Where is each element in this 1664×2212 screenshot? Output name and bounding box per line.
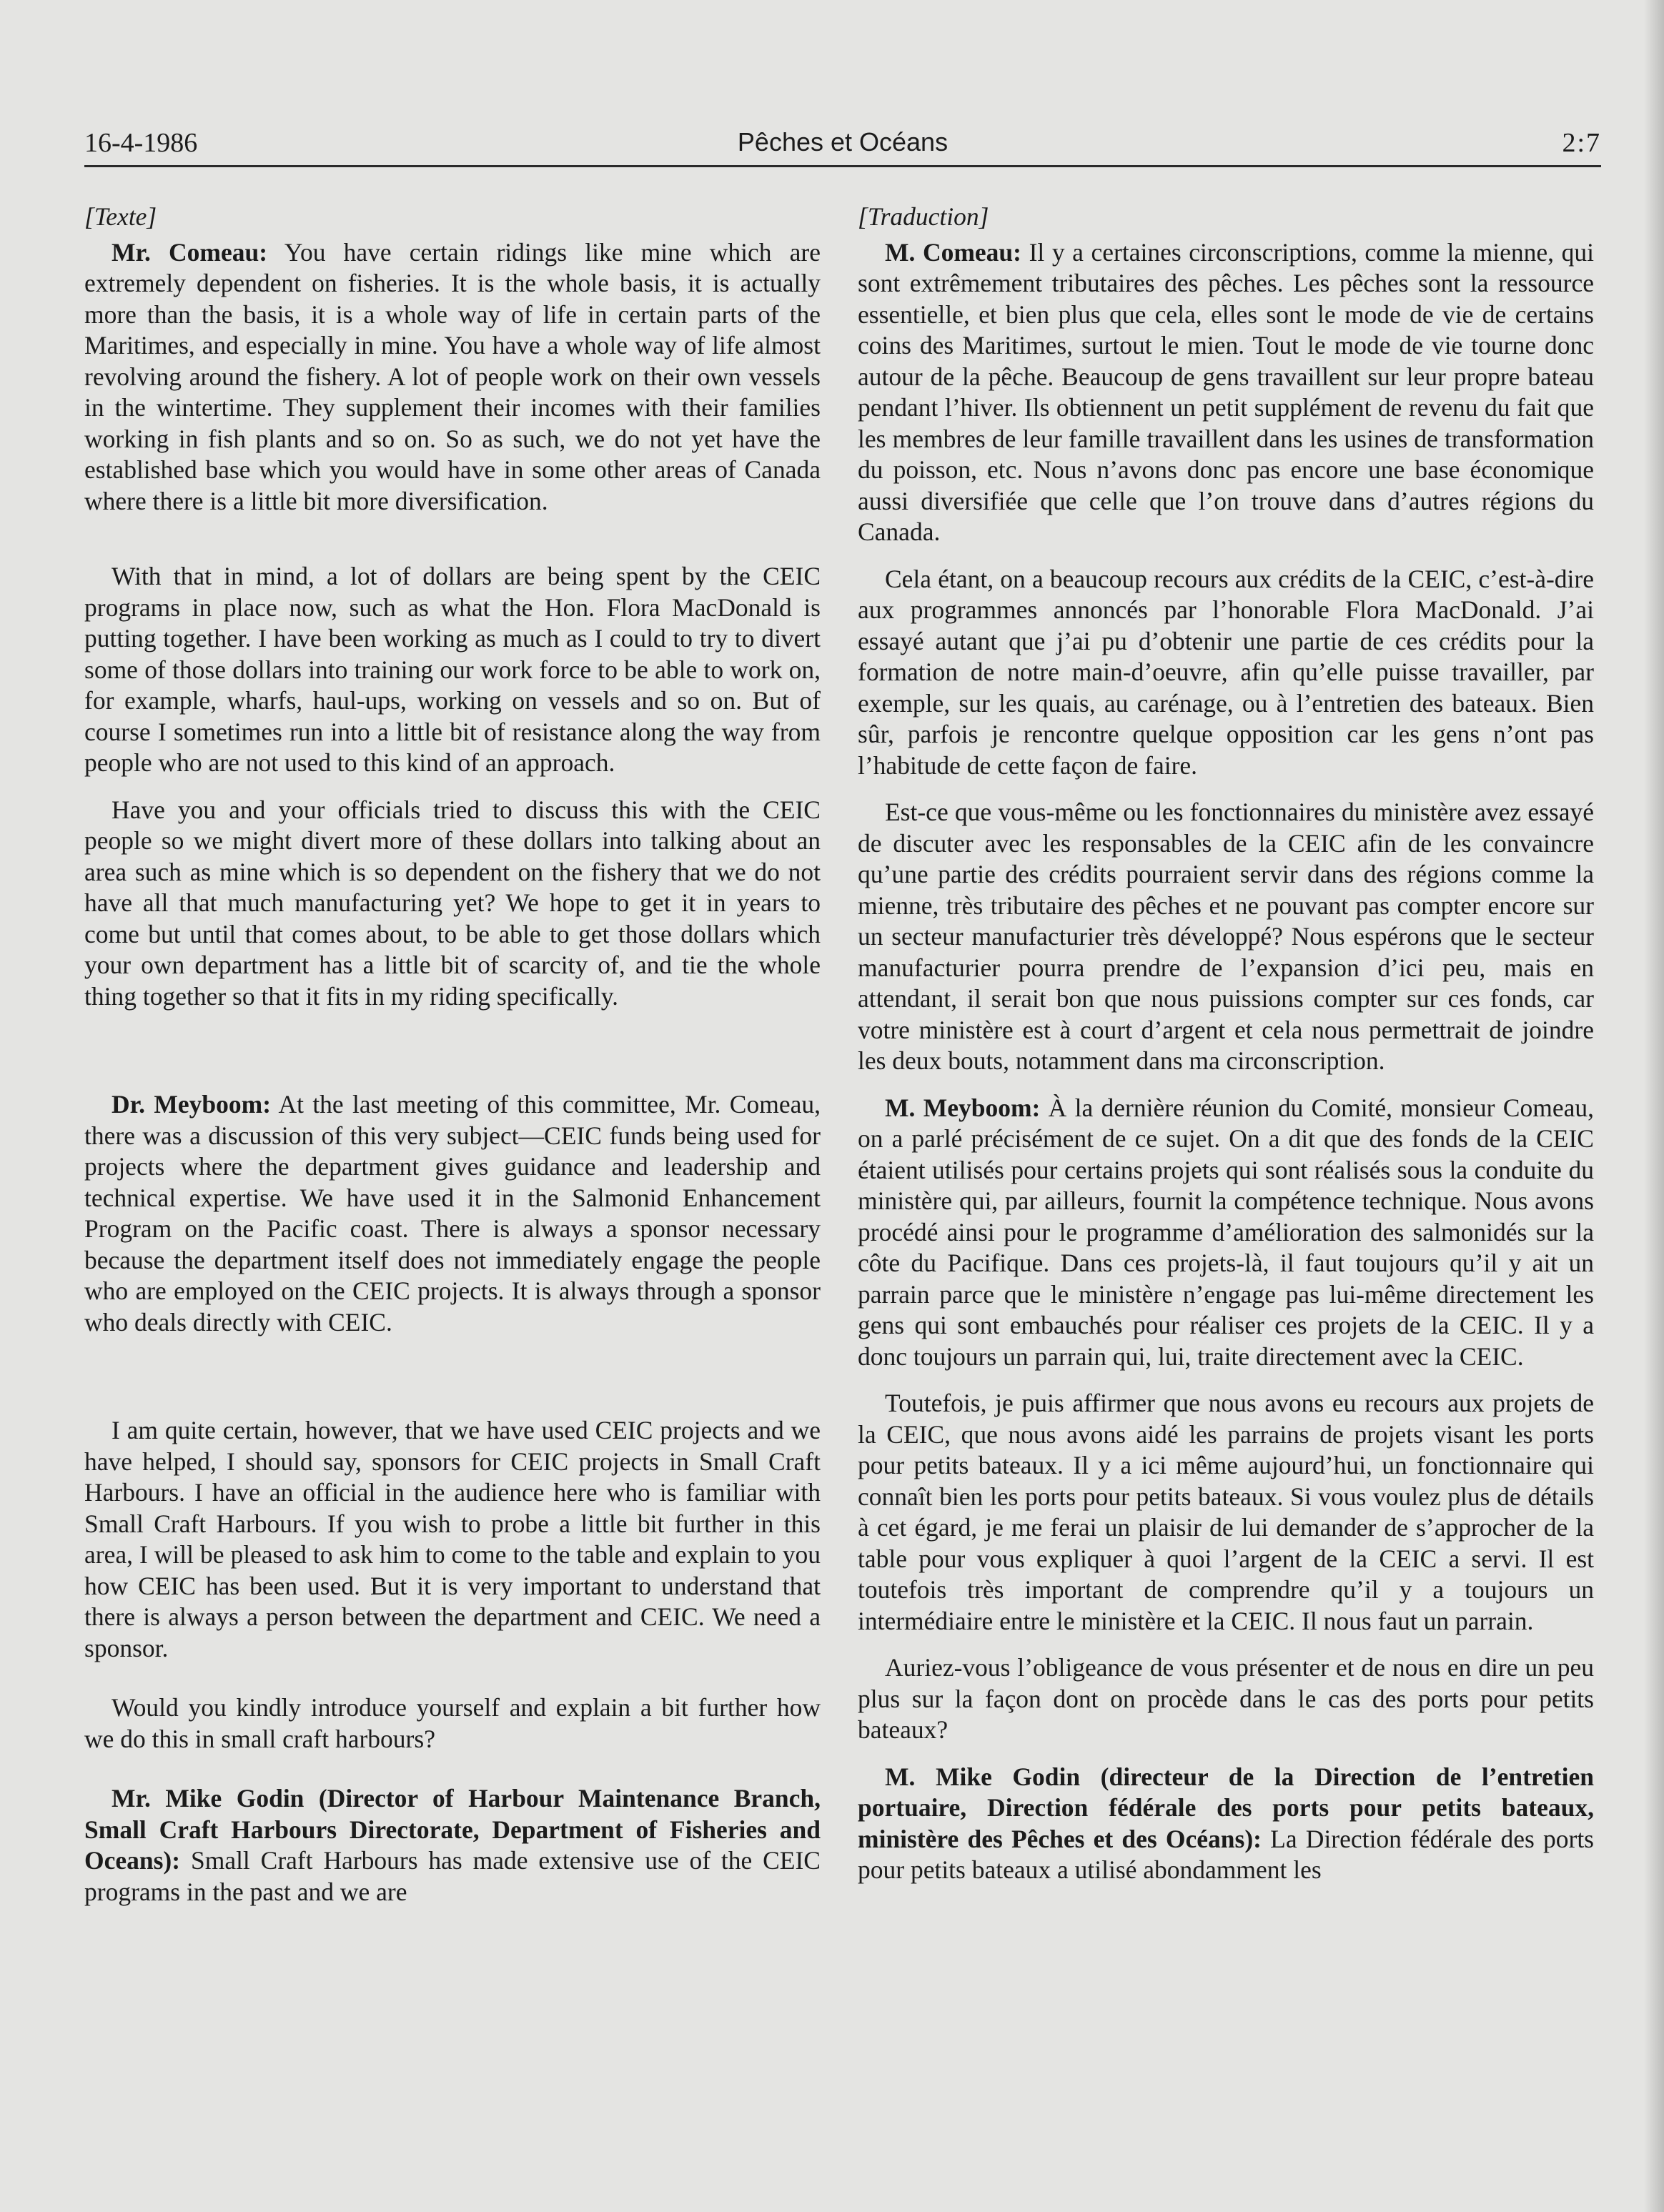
paragraph-text: La Direction fédérale des ports pour petits bateaux a utilisé abondamment les (858, 1824, 1594, 1884)
paragraph (858, 797, 1594, 1077)
paragraph-text: I am quite certain, however, that we have used CEIC projects and we have helped, I should say, sponsors for CEIC projects in Small Craft Harbours. I have an official in the audience here who is familiar with Small Craft Harbours. If you wish to probe a little bit further in this area, I will be pleased to ask him to come to the table and explain to you how CEIC has been used. But it is very important to understand that there is always a person between the department and CEIC. We need a sponsor. (84, 1416, 821, 1662)
header-title: Pêches et Océans (737, 127, 949, 157)
paragraph-text: With that in mind, a lot of dollars are being spent by the CEIC programs in place now, such as what the Hon. Flora MacDonald is putting together. I have been working as much as I could to try to divert some of those dollars into training our work force to be able to work on, for example, wharfs, haul-ups, working on vessels and so on. But of course I sometimes run into a little bit of resistance along the way from people who are not used to this kind of an approach. (84, 562, 821, 777)
paragraph-text: Cela étant, on a beaucoup recours aux crédits de la CEIC, c’est-à-dire aux programmes annoncés par l’honorable Flora MacDonald. J’ai essayé autant que j’ai pu d’obtenir une partie de ces crédits pour la formation de notre main-d’oeuvre, afin qu’elle puisse travailler, par exemple, sur les quais, au carénage, ou à l’entretien des bateaux. Bien sûr, parfois je rencontre quelque opposition car les gens n’ont pas l’habitude de cette façon de faire. (858, 564, 1594, 780)
speaker-name: M. Mike Godin (directeur de la Direction de l’entretien portuaire, Direction fédérale des ports pour petits bateaux, ministère des Pêches et des Océans): (858, 1762, 1594, 1853)
speaker-name: Mr. Comeau: (112, 237, 268, 267)
page-header (84, 127, 1601, 164)
paragraph-text: Small Craft Harbours has made extensive use of the CEIC programs in the past and we are (84, 1846, 821, 1906)
paragraph (858, 1093, 1594, 1373)
english-column (84, 202, 821, 1908)
speaker-name: Dr. Meyboom: (112, 1090, 272, 1119)
paragraph (84, 795, 821, 1013)
paragraph-text: You have certain ridings like mine which are extremely dependent on fisheries. It is the whole basis, it is actually more than the basis, it is a whole way of life in certain parts of the Maritimes, and especially in mine. You have a whole way of life almost revolving around the fishery. A lot of people work on their own vessels in the wintertime. They supplement their incomes with their families working in fish plants and so on. So as such, we do not yet have the established base which you would have in some other areas of Canada where there is a little bit more diversification. (84, 237, 821, 515)
paragraph-text: Il y a certaines circonscriptions, comme la mienne, qui sont extrêmement tributaires des pêches. Les pêches sont la ressource essentielle, et bien plus que cela, elles sont le mode de vie de certains coins des Maritimes, surtout le mien. Tout le mode de vie tourne donc autour de la pêche. Beaucoup de gens travaillent sur leur propre bateau pendant l’hiver. Ils obtiennent un petit supplément de revenu du fait que les membres de leur famille travaillent dans les usines de transformation du poisson, etc. Nous n’avons donc pas encore une base économique aussi diversifiée que celle que l’on trouve dans d’autres régions du Canada. (858, 237, 1594, 546)
translation-marker: [Traduction] (858, 202, 989, 231)
speaker-name: M. Meyboom: (885, 1093, 1041, 1122)
header-date: 16-4-1986 (84, 128, 198, 158)
paragraph-text: At the last meeting of this committee, Mr. Comeau, there was a discussion of this very subject—CEIC funds being used for projects where the department gives guidance and leadership and technical expertise. We have used it in the Salmonid Enhancement Program on the Pacific coast. There is always a sponsor necessary because the department itself does not immediately engage the people who are employed on the CEIC projects. It is always through a sponsor who deals directly with CEIC. (84, 1090, 821, 1336)
paragraph (84, 237, 821, 517)
paragraph (84, 1415, 821, 1664)
header-rule (84, 165, 1601, 167)
paragraph (858, 237, 1594, 548)
paragraph-text: Auriez-vous l’obligeance de vous présenter et de nous en dire un peu plus sur la façon dont on procède dans le cas des ports pour petits bateaux? (858, 1653, 1594, 1744)
header-page-number: 2:7 (1562, 128, 1601, 158)
paragraph (858, 1652, 1594, 1746)
paragraph-text: Toutefois, je puis affirmer que nous avons eu recours aux projets de la CEIC, que nous avons aidé les parrains de projets visant les ports pour petits bateaux. Il y a ici même aujourd’hui, un fonctionnaire qui connaît bien les ports pour petits bateaux. Si vous voulez plus de détails à cet égard, je me ferai un plaisir de lui demander de s’approcher de la table pour vous expliquer à quoi l’argent de la CEIC a servi. Il est toutefois très important de comprendre qu’il y a toujours un intermédiaire entre le ministère et la CEIC. Il nous faut un parrain. (858, 1389, 1594, 1635)
paragraph (858, 564, 1594, 782)
paragraph-text: Est-ce que vous-même ou les fonctionnaires du ministère avez essayé de discuter avec les responsables de la CEIC afin de les convaincre qu’une partie des crédits pourraient servir dans des régions comme la mienne, très tributaire des pêches et ne pouvant pas compter encore sur un secteur manufacturier très développé? Nous espérons que le secteur manufacturier pourra prendre de l’expansion d’ici peu, mais en attendant, il serait bon que nous puissions compter sur ces fonds, car votre ministère est à court d’argent et cela nous permettrait de joindre les deux bouts, notamment dans ma circonscription. (858, 798, 1594, 1075)
paragraph (858, 1762, 1594, 1886)
paragraph-text: À la dernière réunion du Comité, monsieur Comeau, on a parlé précisément de ce sujet. On a dit que des fonds de la CEIC étaient utilisés pour certains projets qui sont réalisés sous la conduite du ministère qui, par ailleurs, fournit la compétence technique. Nous avons procédé ainsi pour le programme d’amélioration des salmonidés sur la côte du Pacifique. Dans ces projets-là, il faut toujours qu’il y ait un parrain parce que le ministère n’engage pas lui-même directement les gens qui sont embauchés pour réaliser ces projets de la CEIC. Il y a donc toujours un parrain qui, lui, traite directement avec la CEIC. (858, 1093, 1594, 1371)
paragraph-text: Have you and your officials tried to discuss this with the CEIC people so we might divert more of these dollars into talking about an area such as mine which is so dependent on the fishery that we do not have all that much manufacturing yet? We hope to get it in years to come but until that comes about, to be able to get those dollars which your own department has a little bit of scarcity of, and tie the whole thing together so that it fits in my riding specifically. (84, 795, 821, 1011)
speaker-name: Mr. Mike Godin (Director of Harbour Maintenance Branch, Small Craft Harbours Directorate, Department of Fisheries and Oceans): (84, 1784, 821, 1875)
paragraph (84, 1692, 821, 1755)
page-edge-shadow (1644, 0, 1664, 2212)
paragraph (84, 1783, 821, 1908)
speaker-name: M. Comeau: (885, 237, 1021, 267)
paragraph (84, 561, 821, 779)
paragraph (84, 1089, 821, 1338)
text-marker: [Texte] (84, 202, 157, 231)
paragraph (858, 1388, 1594, 1637)
french-column (858, 202, 1594, 1886)
paragraph-text: Would you kindly introduce yourself and explain a bit further how we do this in small craft harbours? (84, 1693, 821, 1753)
